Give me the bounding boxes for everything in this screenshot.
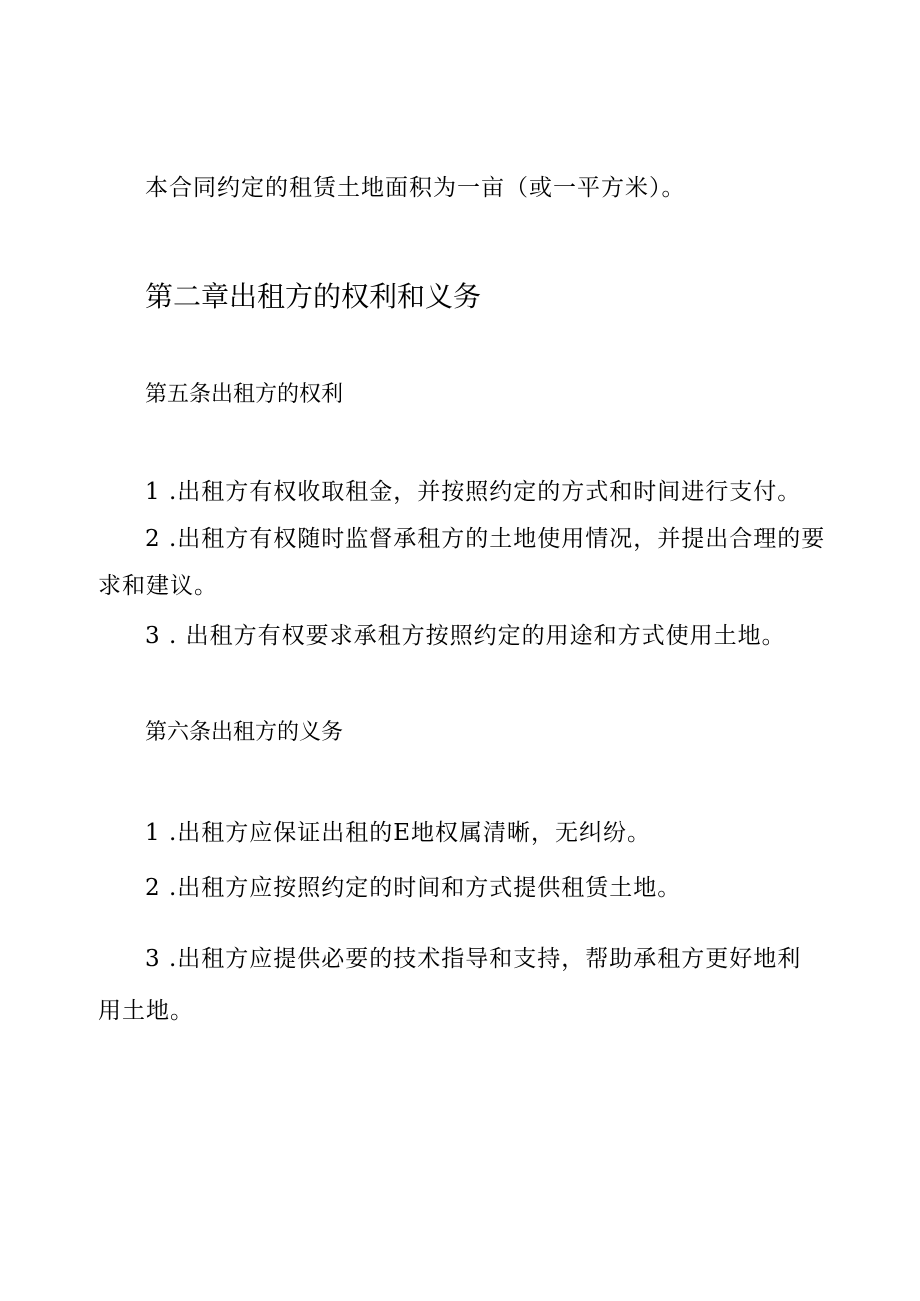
chapter-title: 第二章出租方的权利和义务: [145, 280, 482, 313]
article-5-item-2-continued: 求和建议。: [98, 573, 218, 599]
article-6-item-3: 3 .出租方应提供必要的技术指导和支持，帮助承租方更好地利: [145, 946, 802, 972]
article-5-title: 第五条出租方的权利: [145, 382, 344, 407]
article-5-item-2: 2 .出租方有权随时监督承租方的土地使用情况，并提出合理的要: [145, 526, 826, 552]
article-5-item-3: 3 . 出租方有权要求承租方按照约定的用途和方式使用土地。: [145, 623, 786, 649]
intro-paragraph: 本合同约定的租赁土地面积为一亩（或一平方米）。: [145, 175, 686, 201]
article-6-item-3-continued: 用土地。: [98, 998, 194, 1024]
article-5-item-1: 1 .出租方有权收取租金，并按照约定的方式和时间进行支付。: [145, 479, 802, 505]
article-6-item-2: 2 .出租方应按照约定的时间和方式提供租赁土地。: [145, 875, 682, 901]
article-6-item-1: 1 .出租方应保证出租的E地权属清晰，无纠纷。: [145, 820, 652, 846]
article-6-title: 第六条出租方的义务: [145, 720, 344, 745]
